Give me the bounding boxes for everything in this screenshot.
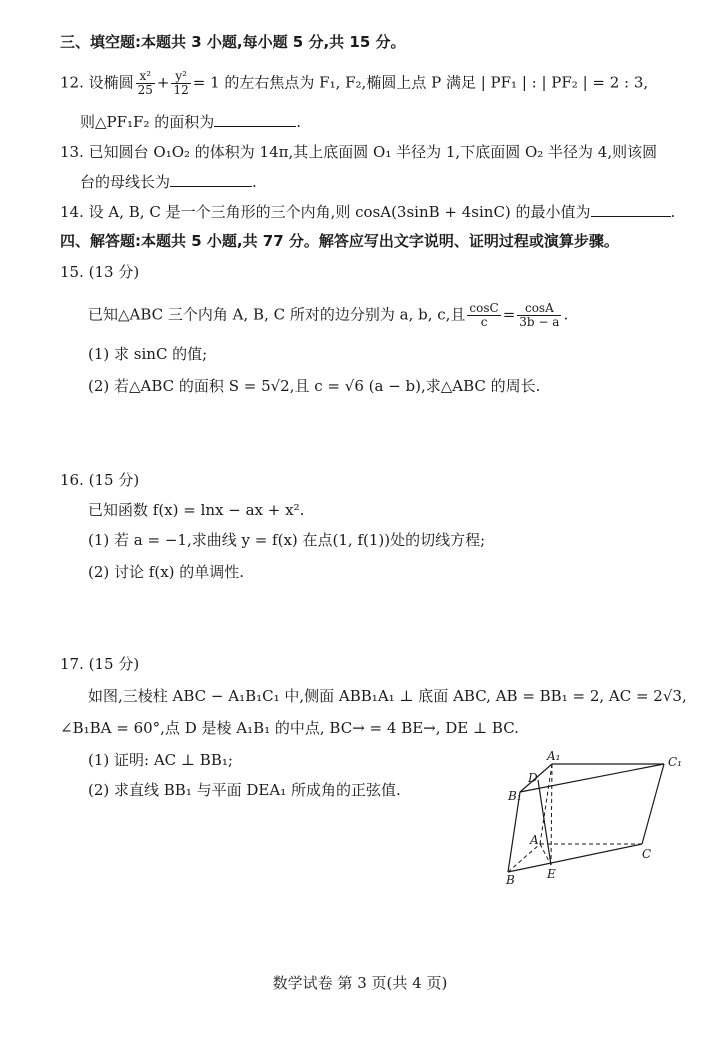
label-a: A xyxy=(530,833,539,847)
q15-frac2-num: cosA xyxy=(517,302,561,316)
edge-b1-b xyxy=(508,792,520,872)
question-15-part-1: (1) 求 sinC 的值; xyxy=(88,345,208,363)
question-12-line-2 xyxy=(80,112,301,132)
label-a1: A₁ xyxy=(547,749,561,763)
edge-c1-c xyxy=(642,764,664,844)
label-b: B xyxy=(506,873,515,887)
page-footer: 数学试卷 第 3 页(共 4 页) xyxy=(272,974,448,992)
q14-text: 14. 设 A, B, C 是一个三角形的三个内角,则 cosA(3sinB + 4sinC) 的最小值为 xyxy=(60,203,591,221)
q15-frac1-den: c xyxy=(480,315,488,329)
question-14 xyxy=(60,202,675,222)
q12-fraction-y xyxy=(171,70,190,97)
label-b1: B₁ xyxy=(508,789,522,803)
section-3-heading: 三、填空题:本题共 3 小题,每小题 5 分,共 15 分。 xyxy=(60,33,406,51)
q12-rest: = 1 的左右焦点为 F₁, F₂,椭圆上点 P 满足 | PF₁ | : | PF₂ | = 2 : 3, xyxy=(192,73,649,92)
edge-b1-c1 xyxy=(520,764,664,792)
q14-end: . xyxy=(670,203,676,221)
question-17-line-2: ∠B₁BA = 60°,点 D 是棱 A₁B₁ 的中点, BC→ = 4 BE→, DE ⊥ BC. xyxy=(60,719,519,737)
segment-a1-e-hidden xyxy=(551,764,552,865)
q15-fraction-2 xyxy=(517,302,561,329)
question-12-line-1 xyxy=(60,70,648,97)
question-17-line-1: 如图,三棱柱 ABC − A₁B₁C₁ 中,侧面 ABB₁A₁ ⊥ 底面 ABC, AB = BB₁ = 2, AC = 2√3, xyxy=(88,687,687,705)
q12-line2-end: . xyxy=(296,113,302,131)
question-15-part-2: (2) 若△ABC 的面积 S = 5√2,且 c = √6 (a − b),求△ABC 的周长. xyxy=(88,377,541,395)
label-e: E xyxy=(547,867,556,881)
q12-line2-text: 则△PF₁F₂ 的面积为 xyxy=(80,113,215,131)
question-17-part-2: (2) 求直线 BB₁ 与平面 DEA₁ 所成角的正弦值. xyxy=(88,781,401,799)
question-16-intro: 已知函数 f(x) = lnx − ax + x². xyxy=(88,501,305,519)
prism-figure xyxy=(492,746,692,888)
q12-frac2-den: 12 xyxy=(173,83,189,97)
question-13-line-1: 13. 已知圆台 O₁O₂ 的体积为 14π,其上底面圆 O₁ 半径为 1,下底面圆 O₂ 半径为 4,则该圆 xyxy=(60,143,658,161)
label-c: C xyxy=(642,847,652,861)
q15-frac2-den: 3b − a xyxy=(519,315,560,329)
q12-plus: + xyxy=(156,73,170,92)
question-16-part-1: (1) 若 a = −1,求曲线 y = f(x) 在点(1, f(1))处的切线方程; xyxy=(88,531,486,549)
question-16-header: 16. (15 分) xyxy=(60,471,140,489)
answer-blank[interactable] xyxy=(214,112,296,127)
question-15-header: 15. (13 分) xyxy=(60,263,140,281)
q15-intro-text: 已知△ABC 三个内角 A, B, C 所对的边分别为 a, b, c,且 xyxy=(88,305,466,324)
label-d: D xyxy=(528,771,538,785)
q12-frac2-num: y² xyxy=(171,70,190,84)
edge-b-c xyxy=(508,844,642,872)
question-16-part-2: (2) 讨论 f(x) 的单调性. xyxy=(88,563,245,581)
q15-fraction-1 xyxy=(467,302,500,329)
question-13-line-2 xyxy=(80,172,257,192)
answer-blank[interactable] xyxy=(170,172,252,187)
question-17-part-1: (1) 证明: AC ⊥ BB₁; xyxy=(88,751,233,769)
section-4-heading: 四、解答题:本题共 5 小题,共 77 分。解答应写出文字说明、证明过程或演算步骤。 xyxy=(60,232,619,250)
edge-b-a-hidden xyxy=(508,844,540,872)
answer-blank[interactable] xyxy=(591,202,671,217)
q13-line2-text: 台的母线长为 xyxy=(80,173,171,191)
label-c1: C₁ xyxy=(668,755,682,769)
q15-frac1-num: cosC xyxy=(469,301,499,315)
q15-intro-end: . xyxy=(563,305,569,324)
question-15-intro xyxy=(88,302,568,329)
q13-line2-end: . xyxy=(252,173,257,191)
q15-eq: = xyxy=(502,305,516,324)
question-17-header: 17. (15 分) xyxy=(60,655,140,673)
q12-fraction-x xyxy=(136,70,155,97)
q12-frac1-num: x² xyxy=(136,70,155,84)
q12-frac1-den: 25 xyxy=(137,83,153,97)
q12-prefix: 12. 设椭圆 xyxy=(60,73,134,92)
